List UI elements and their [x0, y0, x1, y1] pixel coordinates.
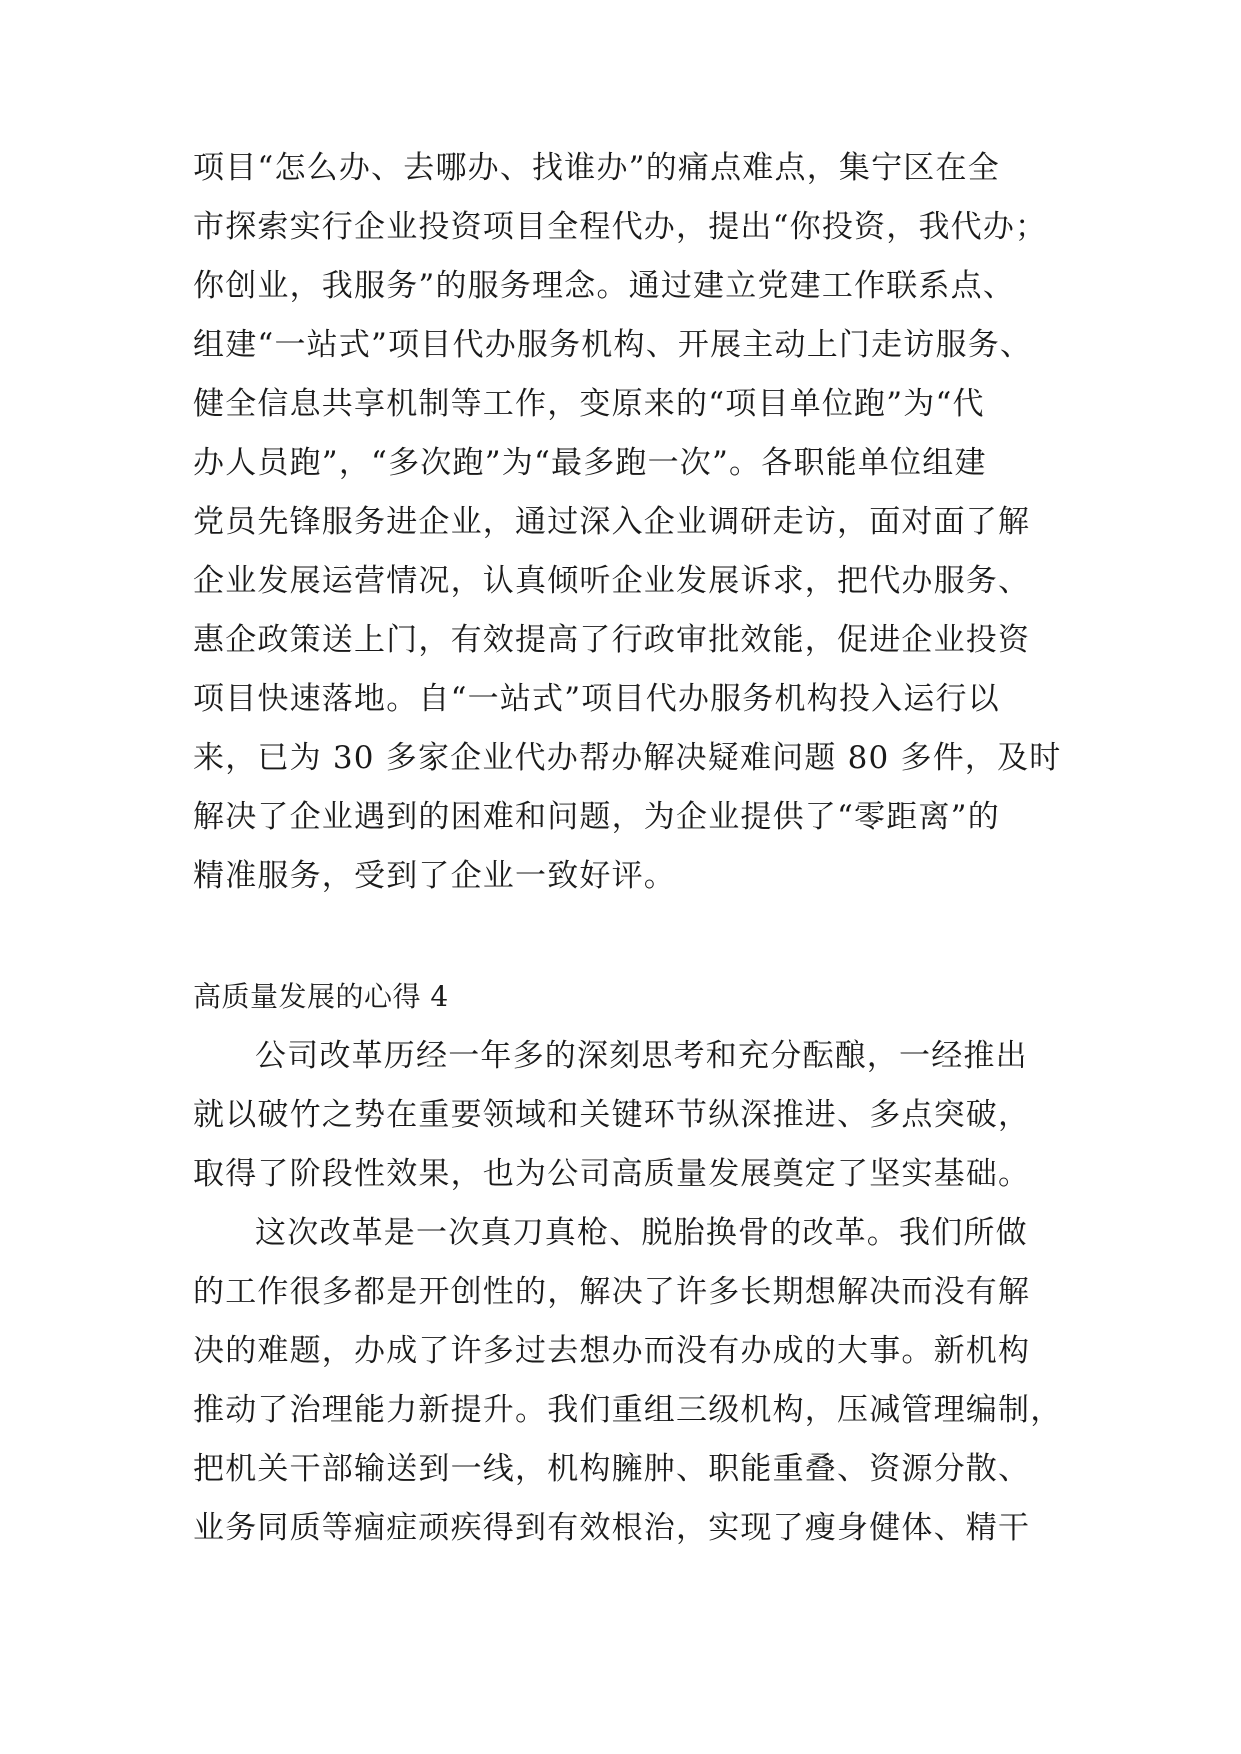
paragraph-line: 党员先锋服务进企业，通过深入企业调研走访，面对面了解: [193, 504, 1031, 540]
paragraph-line: 项目快速落地。自“一站式”项目代办服务机构投入运行以: [193, 681, 1000, 717]
paragraph-line: 推动了治理能力新提升。我们重组三级机构，压减管理编制，: [193, 1392, 1063, 1428]
paragraph-line: 组建“一站式”项目代办服务机构、开展主动上门走访服务、: [193, 327, 1033, 363]
paragraph-line: 业务同质等痼症顽疾得到有效根治，实现了瘦身健体、精干: [193, 1510, 1031, 1546]
section-title: 高质量发展的心得 4: [193, 980, 449, 1013]
paragraph-line: 项目“怎么办、去哪办、找谁办”的痛点难点，集宁区在全: [193, 150, 1000, 186]
paragraph-line: 企业发展运营情况，认真倾听企业发展诉求，把代办服务、: [193, 563, 1031, 599]
paragraph-line: 精准服务，受到了企业一致好评。: [193, 858, 676, 894]
paragraph-line: 公司改革历经一年多的深刻思考和充分酝酿，一经推出: [255, 1038, 1028, 1074]
paragraph-line: 就以破竹之势在重要领域和关键环节纵深推进、多点突破，: [193, 1097, 1031, 1133]
paragraph-line: 来，已为 30 多家企业代办帮办解决疑难问题 80 多件，及时: [193, 740, 1062, 776]
paragraph-line: 办人员跑”，“多次跑”为“最多跑一次”。各职能单位组建: [193, 445, 987, 481]
paragraph-line: 健全信息共享机制等工作，变原来的“项目单位跑”为“代: [193, 386, 985, 422]
paragraph-line: 取得了阶段性效果，也为公司高质量发展奠定了坚实基础。: [193, 1156, 1031, 1192]
paragraph-line: 这次改革是一次真刀真枪、脱胎换骨的改革。我们所做: [255, 1215, 1028, 1251]
paragraph-line: 解决了企业遇到的困难和问题，为企业提供了“零距离”的: [193, 799, 1000, 835]
paragraph-line: 市探索实行企业投资项目全程代办，提出“你投资，我代办；: [193, 209, 1048, 245]
paragraph-line: 你创业，我服务”的服务理念。通过建立党建工作联系点、: [193, 268, 1016, 304]
paragraph-line: 惠企政策送上门，有效提高了行政审批效能，促进企业投资: [193, 622, 1031, 658]
paragraph-line: 的工作很多都是开创性的，解决了许多长期想解决而没有解: [193, 1274, 1031, 1310]
paragraph-line: 决的难题，办成了许多过去想办而没有办成的大事。新机构: [193, 1333, 1031, 1369]
paragraph-line: 把机关干部输送到一线，机构臃肿、职能重叠、资源分散、: [193, 1451, 1031, 1487]
